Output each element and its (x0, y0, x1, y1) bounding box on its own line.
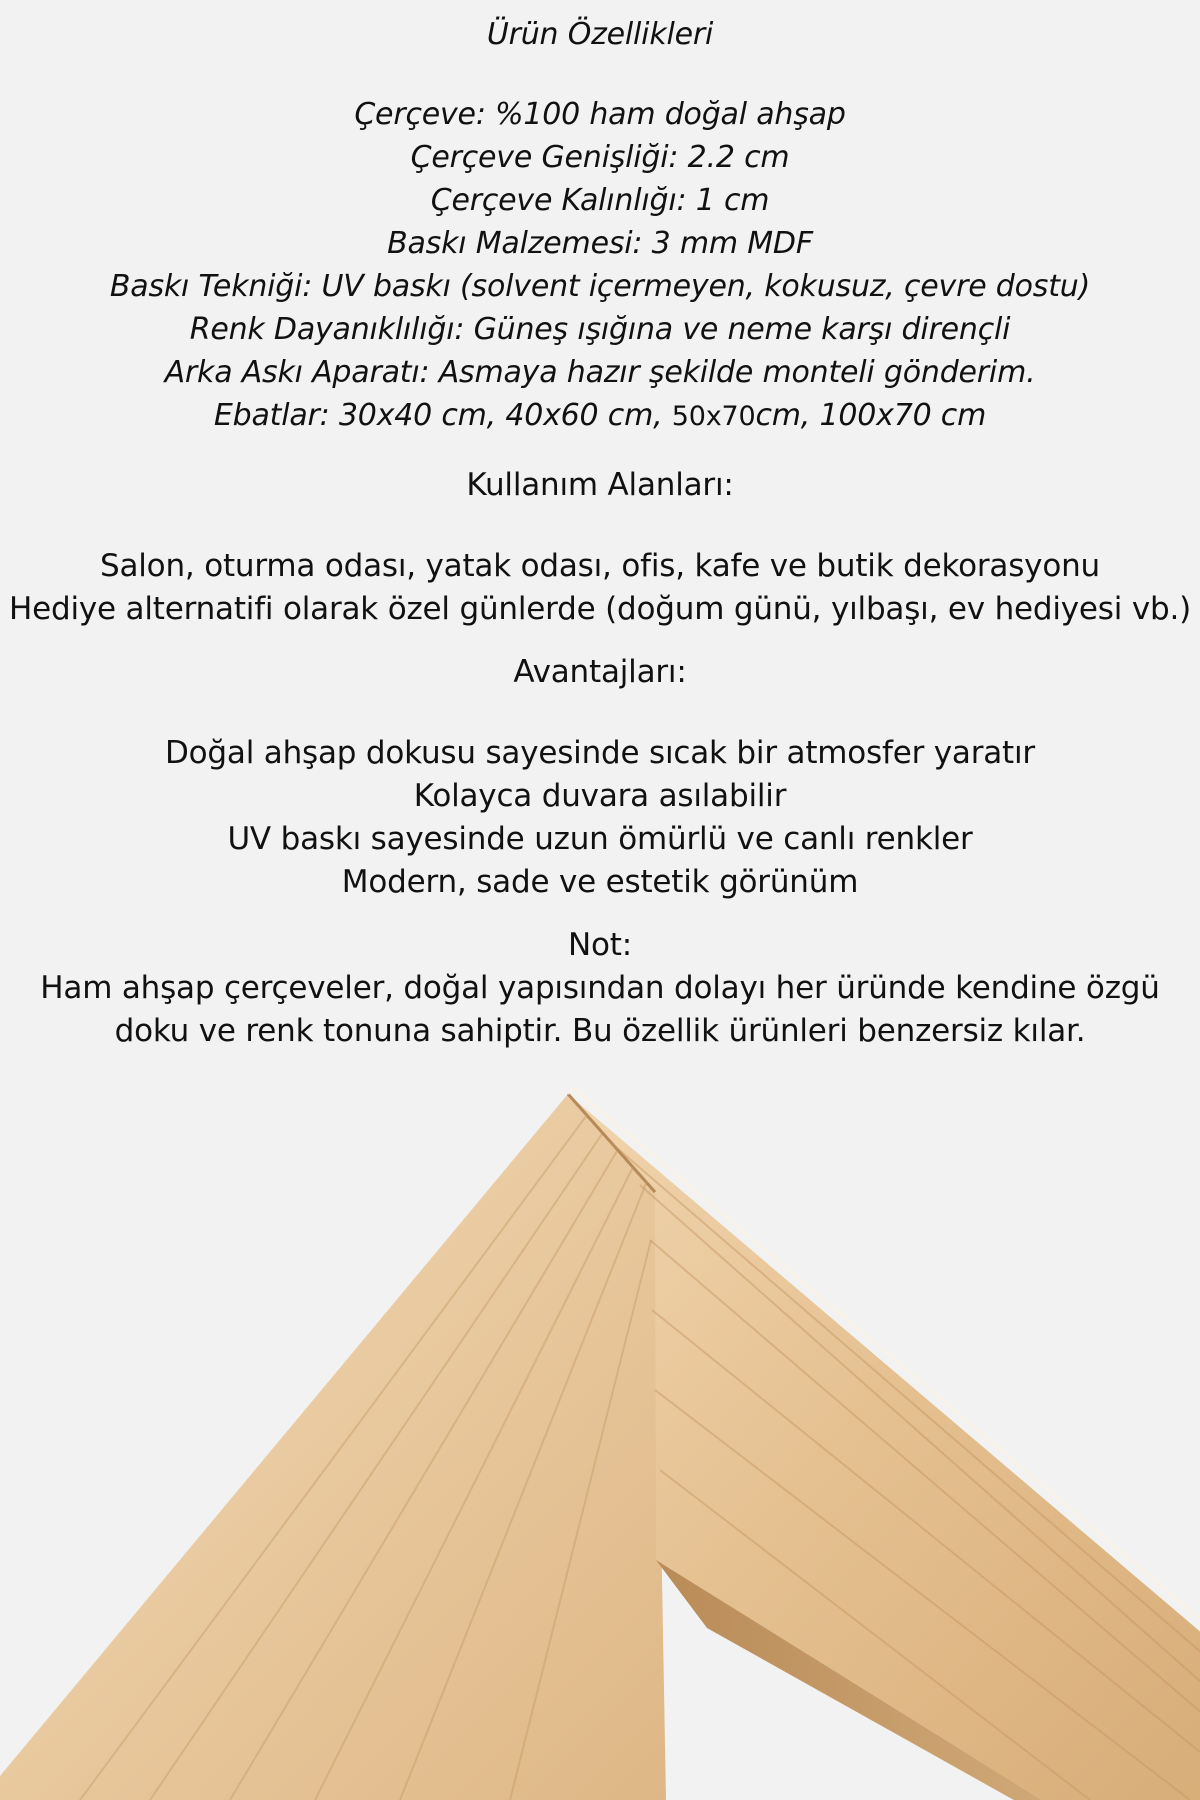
advantage-item-modern-look: Modern, sade ve estetik görünüm (341, 864, 859, 900)
wood-frame-corner-image (0, 1080, 1200, 1800)
advantage-item-easy-hanging: Kolayca duvara asılabilir (413, 778, 787, 814)
note-heading: Not: (568, 927, 632, 963)
page-title: Ürün Özellikleri (486, 17, 714, 52)
note-line-2: doku ve renk tonuna sahiptir. Bu özellik ürünleri benzersiz kılar. (114, 1013, 1086, 1049)
spec-print-technique: Baskı Tekniği: UV baskı (solvent içermeyen, kokusuz, çevre dostu) (109, 269, 1091, 304)
spec-frame-thickness: Çerçeve Kalınlığı: 1 cm (430, 183, 770, 218)
usage-item-gift: Hediye alternatifi olarak özel günlerde (doğum günü, yılbaşı, ev hediyesi vb.) (9, 591, 1191, 627)
spec-frame-width: Çerçeve Genişliği: 2.2 cm (410, 140, 790, 175)
advantages-heading: Avantajları: (513, 654, 687, 690)
frame-corner-shape (0, 1088, 1200, 1800)
usage-item-decoration: Salon, oturma odası, yatak odası, ofis, kafe ve butik dekorasyonu (100, 548, 1100, 584)
sizes-middle: 50x70 (671, 401, 756, 432)
spec-frame-material: Çerçeve: %100 ham doğal ahşap (354, 97, 846, 132)
advantage-item-uv-colors: UV baskı sayesinde uzun ömürlü ve canlı renkler (227, 821, 973, 857)
spec-hanger: Arka Askı Aparatı: Asmaya hazır şekilde monteli gönderim. (164, 355, 1036, 390)
usage-heading: Kullanım Alanları: (466, 467, 734, 503)
note-line-1: Ham ahşap çerçeveler, doğal yapısından dolayı her üründe kendine özgü (40, 970, 1160, 1006)
spec-print-material: Baskı Malzemesi: 3 mm MDF (387, 226, 813, 261)
frame-left-arm (0, 1094, 666, 1800)
advantage-item-wood-texture: Doğal ahşap dokusu sayesinde sıcak bir atmosfer yaratır (165, 735, 1035, 771)
spec-sizes (0, 394, 1200, 438)
sizes-suffix: cm, 100x70 cm (755, 398, 987, 433)
sizes-prefix: Ebatlar: 30x40 cm, 40x60 cm, (213, 398, 672, 433)
spec-color-durability: Renk Dayanıklılığı: Güneş ışığına ve neme karşı dirençli (189, 312, 1011, 347)
